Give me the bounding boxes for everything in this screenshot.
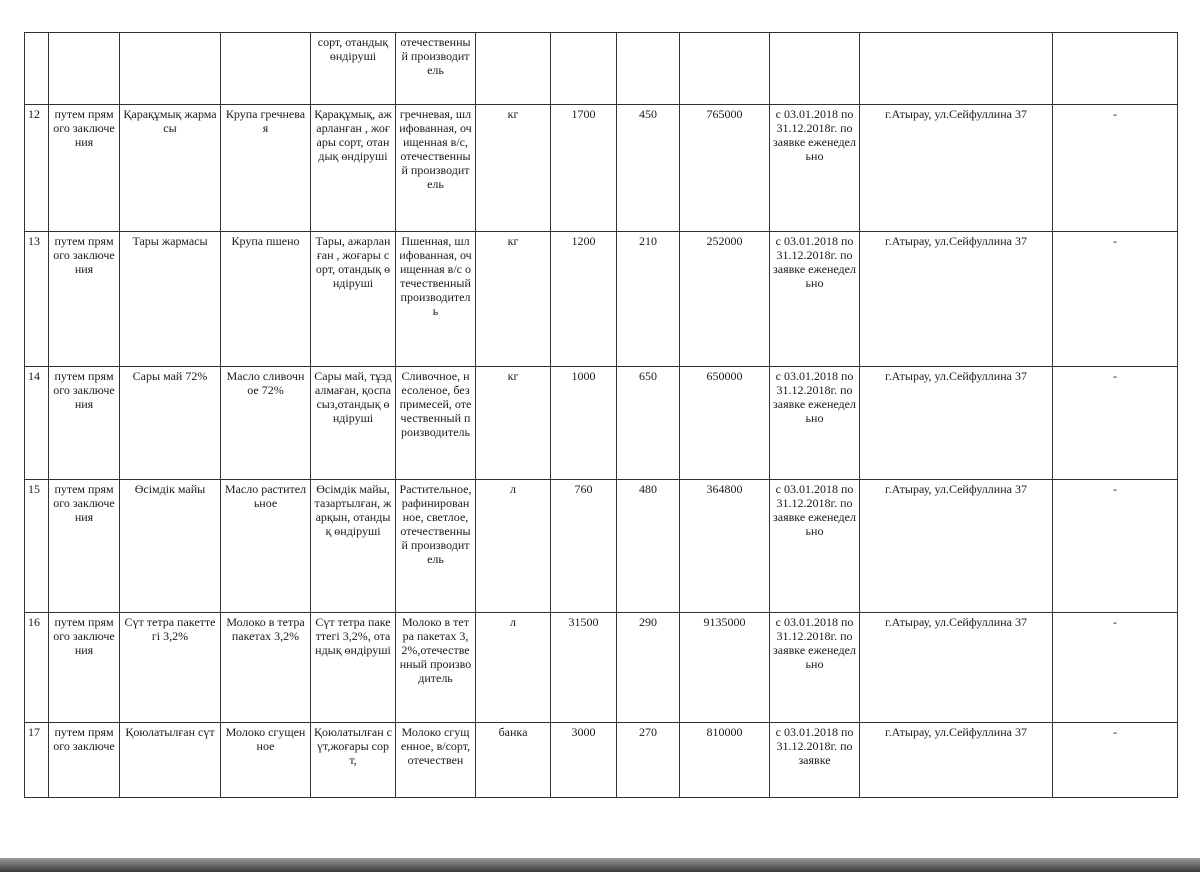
- item-name-russian-cell: [221, 33, 311, 105]
- procurement-method-cell: путем прямого заключения: [49, 367, 120, 480]
- item-name-kazakh-cell: [120, 33, 221, 105]
- item-name-russian-cell: Масло сливочное 72%: [221, 367, 311, 480]
- unit-of-measure-cell: [476, 33, 551, 105]
- procurement-method-cell: [49, 33, 120, 105]
- table-row: [25, 480, 1178, 613]
- procurement-method-cell: путем прямого заключе: [49, 723, 120, 798]
- quantity-cell: 760: [551, 480, 617, 613]
- table-row: [25, 613, 1178, 723]
- unit-of-measure-cell: л: [476, 480, 551, 613]
- delivery-period-cell: с 03.01.2018 по 31.12.2018г. по заявке еженедельно: [770, 480, 860, 613]
- quantity-cell: 1700: [551, 105, 617, 232]
- quantity-cell: 31500: [551, 613, 617, 723]
- specification-russian-cell: гречневая, шлифованная, очищенная в/с, отечественный производитель: [396, 105, 476, 232]
- row-number-cell: 16: [25, 613, 49, 723]
- unit-of-measure-cell: л: [476, 613, 551, 723]
- total-amount-cell: 810000: [680, 723, 770, 798]
- specification-russian-cell: Молоко в тетра пакетах 3,2%,отечественный производитель: [396, 613, 476, 723]
- delivery-period-cell: [770, 33, 860, 105]
- table-row: [25, 232, 1178, 367]
- delivery-period-cell: с 03.01.2018 по 31.12.2018г. по заявке еженедельно: [770, 232, 860, 367]
- item-name-kazakh-cell: Сары май 72%: [120, 367, 221, 480]
- delivery-period-cell: с 03.01.2018 по 31.12.2018г. по заявке еженедельно: [770, 613, 860, 723]
- row-number-cell: 15: [25, 480, 49, 613]
- procurement-method-cell: путем прямого заключения: [49, 232, 120, 367]
- row-number-cell: 17: [25, 723, 49, 798]
- specification-kazakh-cell: Өсімдік майы, тазартылған, жарқын, отандық өндіруші: [311, 480, 396, 613]
- item-name-kazakh-cell: Қарақұмық жармасы: [120, 105, 221, 232]
- procurement-method-cell: путем прямого заключения: [49, 105, 120, 232]
- total-amount-cell: 364800: [680, 480, 770, 613]
- row-number-cell: 13: [25, 232, 49, 367]
- unit-price-cell: 270: [617, 723, 680, 798]
- specification-kazakh-cell: сорт, отандық өндіруші: [311, 33, 396, 105]
- specification-kazakh-cell: Сүт тетра пакеттегі 3,2%, отандық өндіруші: [311, 613, 396, 723]
- item-name-russian-cell: Молоко в тетра пакетах 3,2%: [221, 613, 311, 723]
- delivery-address-cell: г.Атырау, ул.Сейфуллина 37: [860, 723, 1053, 798]
- quantity-cell: 1000: [551, 367, 617, 480]
- item-name-russian-cell: Крупа пшено: [221, 232, 311, 367]
- row-number-cell: 12: [25, 105, 49, 232]
- table-row: [25, 367, 1178, 480]
- delivery-address-cell: г.Атырау, ул.Сейфуллина 37: [860, 232, 1053, 367]
- specification-kazakh-cell: Қарақұмық, ажарланған , жоғары сорт, отандық өндіруші: [311, 105, 396, 232]
- item-name-russian-cell: Масло растительное: [221, 480, 311, 613]
- specification-russian-cell: отечественный производитель: [396, 33, 476, 105]
- unit-of-measure-cell: кг: [476, 105, 551, 232]
- note-cell: -: [1053, 232, 1178, 367]
- delivery-period-cell: с 03.01.2018 по 31.12.2018г. по заявке: [770, 723, 860, 798]
- specification-kazakh-cell: Тары, ажарланған , жоғары сорт, отандық өндіруші: [311, 232, 396, 367]
- delivery-address-cell: г.Атырау, ул.Сейфуллина 37: [860, 367, 1053, 480]
- total-amount-cell: 252000: [680, 232, 770, 367]
- item-name-kazakh-cell: Тары жармасы: [120, 232, 221, 367]
- delivery-address-cell: г.Атырау, ул.Сейфуллина 37: [860, 613, 1053, 723]
- delivery-address-cell: [860, 33, 1053, 105]
- specification-kazakh-cell: Сары май, тұздалмаған, қоспасыз,отандық өндіруші: [311, 367, 396, 480]
- note-cell: -: [1053, 105, 1178, 232]
- table-row: [25, 33, 1178, 105]
- procurement-method-cell: путем прямого заключения: [49, 613, 120, 723]
- row-number-cell: 14: [25, 367, 49, 480]
- unit-of-measure-cell: кг: [476, 367, 551, 480]
- quantity-cell: 3000: [551, 723, 617, 798]
- note-cell: -: [1053, 367, 1178, 480]
- total-amount-cell: 650000: [680, 367, 770, 480]
- quantity-cell: 1200: [551, 232, 617, 367]
- item-name-russian-cell: Молоко сгущенное: [221, 723, 311, 798]
- delivery-address-cell: г.Атырау, ул.Сейфуллина 37: [860, 480, 1053, 613]
- unit-price-cell: 480: [617, 480, 680, 613]
- table-row: [25, 723, 1178, 798]
- row-number-cell: [25, 33, 49, 105]
- unit-of-measure-cell: кг: [476, 232, 551, 367]
- note-cell: [1053, 33, 1178, 105]
- unit-price-cell: [617, 33, 680, 105]
- delivery-period-cell: с 03.01.2018 по 31.12.2018г. по заявке еженедельно: [770, 367, 860, 480]
- total-amount-cell: [680, 33, 770, 105]
- procurement-table: [24, 32, 1178, 798]
- item-name-kazakh-cell: Өсімдік майы: [120, 480, 221, 613]
- item-name-kazakh-cell: Қоюлатылған сүт: [120, 723, 221, 798]
- unit-price-cell: 210: [617, 232, 680, 367]
- table-body: [25, 33, 1178, 798]
- item-name-russian-cell: Крупа гречневая: [221, 105, 311, 232]
- specification-kazakh-cell: Қоюлатылған сүт,жоғары сорт,: [311, 723, 396, 798]
- note-cell: -: [1053, 723, 1178, 798]
- specification-russian-cell: Сливочное, несоленое, без примесей, отечественный производитель: [396, 367, 476, 480]
- total-amount-cell: 9135000: [680, 613, 770, 723]
- table-row: [25, 105, 1178, 232]
- unit-price-cell: 290: [617, 613, 680, 723]
- unit-of-measure-cell: банка: [476, 723, 551, 798]
- specification-russian-cell: Пшенная, шлифованная, очищенная в/с отечественный производитель: [396, 232, 476, 367]
- quantity-cell: [551, 33, 617, 105]
- unit-price-cell: 650: [617, 367, 680, 480]
- scan-edge: [0, 858, 1200, 872]
- item-name-kazakh-cell: Сүт тетра пакеттегі 3,2%: [120, 613, 221, 723]
- unit-price-cell: 450: [617, 105, 680, 232]
- delivery-address-cell: г.Атырау, ул.Сейфуллина 37: [860, 105, 1053, 232]
- note-cell: -: [1053, 613, 1178, 723]
- note-cell: -: [1053, 480, 1178, 613]
- delivery-period-cell: с 03.01.2018 по 31.12.2018г. по заявке еженедельно: [770, 105, 860, 232]
- procurement-method-cell: путем прямого заключения: [49, 480, 120, 613]
- specification-russian-cell: Молоко сгущенное, в/сорт, отечествен: [396, 723, 476, 798]
- total-amount-cell: 765000: [680, 105, 770, 232]
- specification-russian-cell: Растительное, рафинированное, светлое, отечественный производитель: [396, 480, 476, 613]
